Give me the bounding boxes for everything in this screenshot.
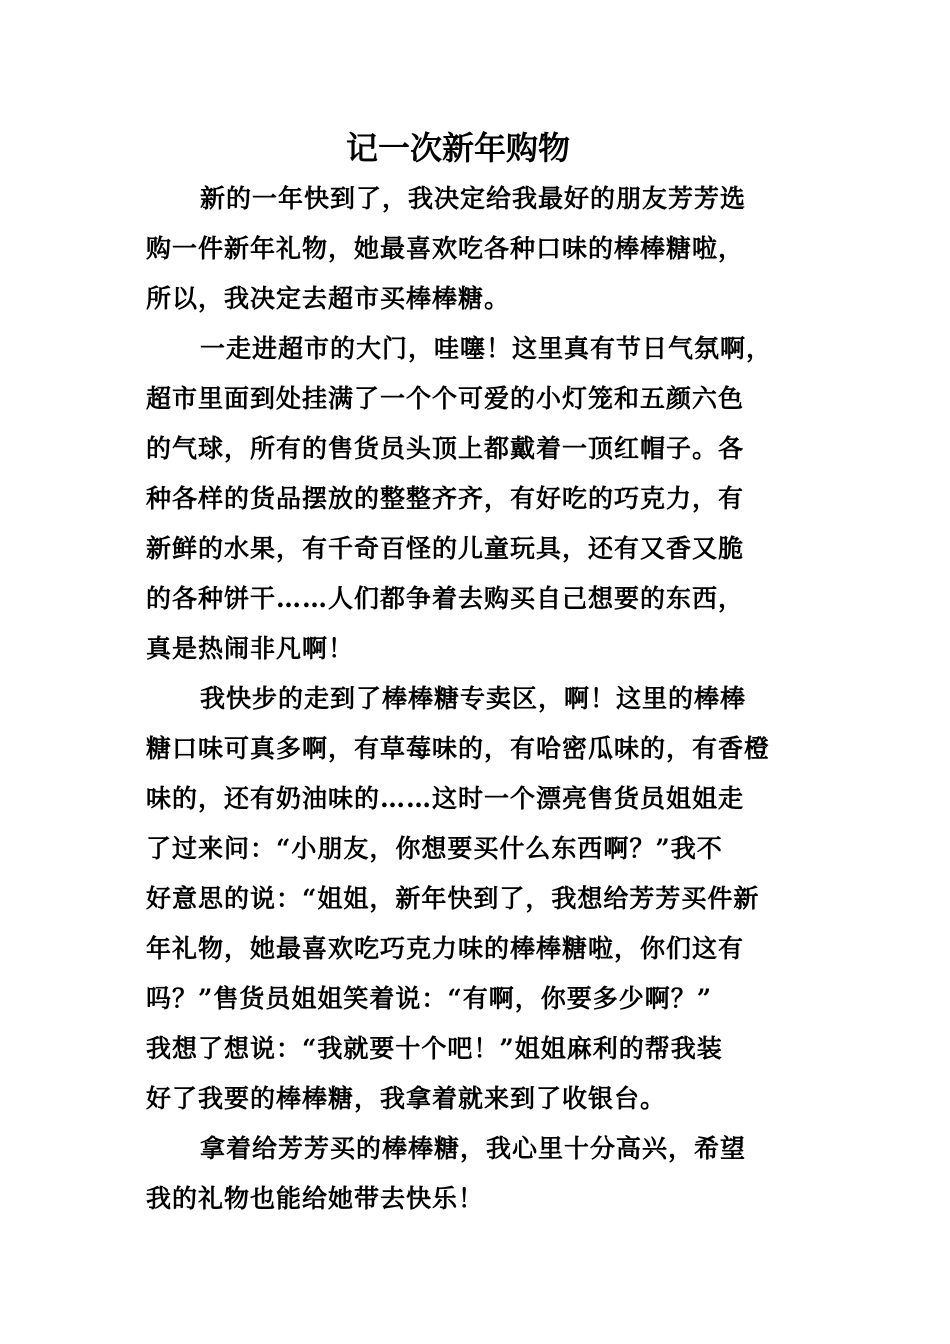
paragraph-2-line-2: 超市里面到处挂满了一个个可爱的小灯笼和五颜六色	[146, 384, 745, 413]
paragraph-2-line-3: 的气球，所有的售货员头顶上都戴着一顶红帽子。各	[146, 434, 745, 463]
paragraph-3-line-6: 年礼物，她最喜欢吃巧克力味的棒棒糖啦，你们这有	[146, 934, 745, 963]
paragraph-3-line-4: 了过来问：“小朋友，你想要买什么东西啊？”我不	[146, 834, 723, 863]
paragraph-3-line-1: 我快步的走到了棒棒糖专卖区，啊！这里的棒棒	[200, 684, 747, 713]
paragraph-4-line-1: 拿着给芳芳买的棒棒糖，我心里十分高兴，希望	[200, 1134, 747, 1163]
paragraph-1-line-2: 购一件新年礼物，她最喜欢吃各种口味的棒棒糖啦，	[146, 234, 745, 263]
paragraph-2-line-5: 新鲜的水果，有千奇百怪的儿童玩具，还有又香又脆	[146, 534, 745, 563]
paragraph-3-line-5: 好意思的说：“姐姐，新年快到了，我想给芳芳买件新	[146, 884, 760, 913]
paragraph-3-line-9: 好了我要的棒棒糖，我拿着就来到了收银台。	[146, 1084, 667, 1113]
paragraph-3-line-8: 我想了想说：“我就要十个吧！”姐姐麻利的帮我装	[146, 1034, 723, 1063]
paragraph-2-line-1: 一走进超市的大门，哇噻！这里真有节日气氛啊，	[200, 334, 773, 363]
paragraph-1-line-3: 所以，我决定去超市买棒棒糖。	[146, 284, 511, 313]
paragraph-1-line-1: 新的一年快到了，我决定给我最好的朋友芳芳选	[200, 184, 747, 213]
paragraph-2-line-6: 的各种饼干……人们都争着去购买自己想要的东西，	[146, 584, 745, 613]
paragraph-2-line-4: 种各样的货品摆放的整整齐齐，有好吃的巧克力，有	[146, 484, 745, 513]
paragraph-4-line-2: 我的礼物也能给她带去快乐！	[146, 1184, 485, 1213]
paragraph-2-line-7: 真是热闹非凡啊！	[146, 634, 355, 663]
paragraph-3-line-2: 糖口味可真多啊，有草莓味的，有哈密瓜味的，有香橙	[146, 734, 771, 763]
paragraph-3-line-7: 吗？”售货员姐姐笑着说：“有啊，你要多少啊？”	[146, 984, 713, 1013]
document-title: 记一次新年购物	[345, 129, 570, 167]
paragraph-3-line-3: 味的，还有奶油味的……这时一个漂亮售货员姐姐走	[146, 784, 745, 813]
